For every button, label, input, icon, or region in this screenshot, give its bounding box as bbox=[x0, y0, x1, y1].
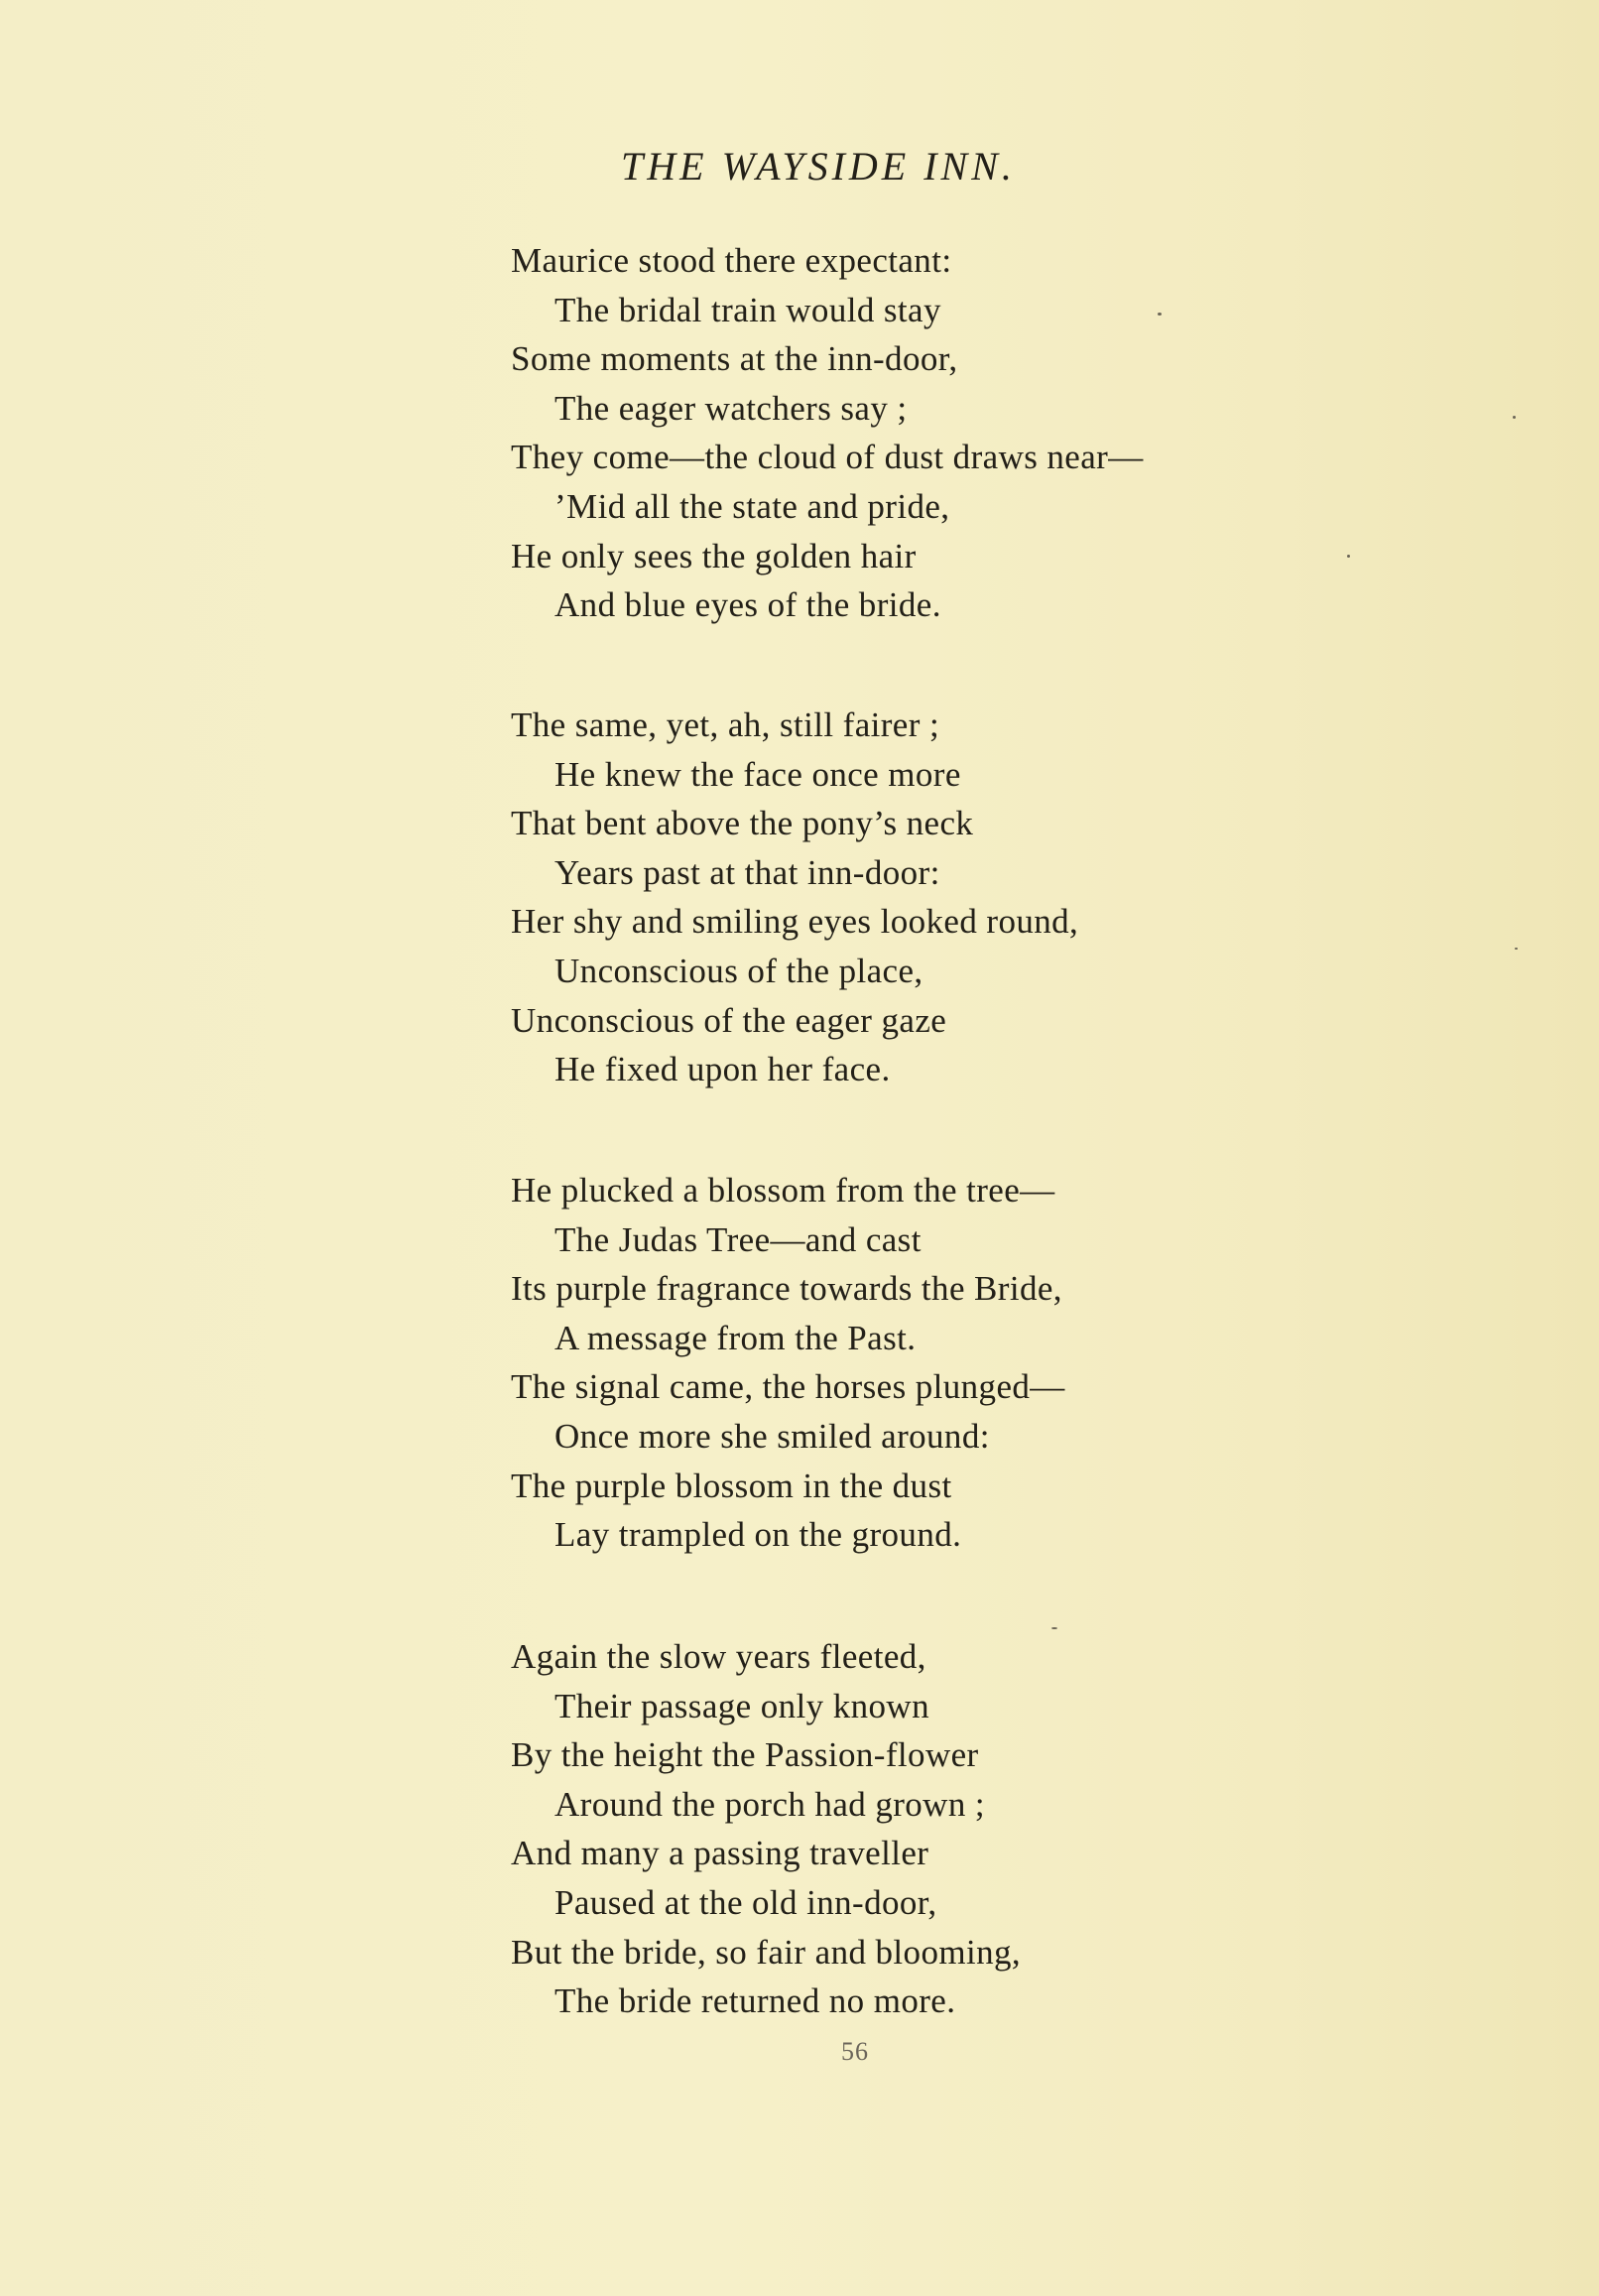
paper-speck bbox=[1515, 948, 1518, 950]
verse-line: Paused at the old inn-door, bbox=[554, 1882, 937, 1922]
verse-line: He only sees the golden hair bbox=[511, 536, 917, 575]
verse-line: Once more she smiled around: bbox=[554, 1416, 990, 1456]
running-title: THE WAYSIDE INN. bbox=[621, 144, 1016, 189]
verse-line: Maurice stood there expectant: bbox=[511, 241, 952, 280]
verse-line: Some moments at the inn-door, bbox=[511, 339, 958, 379]
verse-line: A message from the Past. bbox=[554, 1318, 917, 1357]
page-number: 56 bbox=[841, 2037, 869, 2066]
verse-line: The bride returned no more. bbox=[554, 1981, 956, 2021]
verse-line: Again the slow years fleeted, bbox=[511, 1637, 926, 1676]
verse-line: Lay trampled on the ground. bbox=[554, 1515, 962, 1555]
verse-line: Around the porch had grown ; bbox=[554, 1784, 986, 1824]
verse-line: Her shy and smiling eyes looked round, bbox=[511, 902, 1079, 942]
stanza-3 bbox=[511, 1166, 1404, 1560]
verse-line: Its purple fragrance towards the Bride, bbox=[511, 1269, 1062, 1309]
verse-line: They come—the cloud of dust draws near— bbox=[511, 438, 1144, 477]
verse-line: Unconscious of the eager gaze bbox=[511, 1000, 947, 1040]
verse-line: The Judas Tree—and cast bbox=[554, 1219, 922, 1259]
verse-line: That bent above the pony’s neck bbox=[511, 804, 974, 843]
stanza-4 bbox=[511, 1632, 1404, 2026]
verse-line: He fixed upon her face. bbox=[554, 1050, 891, 1089]
verse-line: Their passage only known bbox=[554, 1686, 929, 1725]
paper-speck bbox=[1513, 416, 1516, 419]
paper-speck bbox=[1158, 313, 1162, 316]
verse-line: The signal came, the horses plunged— bbox=[511, 1367, 1065, 1407]
verse-line: The eager watchers say ; bbox=[554, 388, 908, 428]
verse-line: Years past at that inn-door: bbox=[554, 852, 940, 892]
verse-line: And blue eyes of the bride. bbox=[554, 585, 941, 625]
verse-line: By the height the Passion-flower bbox=[511, 1735, 979, 1775]
stanza-1 bbox=[511, 236, 1404, 630]
verse-line: ’Mid all the state and pride, bbox=[554, 486, 950, 526]
stanza-2 bbox=[511, 701, 1404, 1094]
verse-line: But the bride, so fair and blooming, bbox=[511, 1932, 1022, 1972]
verse-line: He plucked a blossom from the tree— bbox=[511, 1171, 1055, 1210]
verse-line: He knew the face once more bbox=[554, 754, 961, 794]
verse-line: The purple blossom in the dust bbox=[511, 1466, 952, 1505]
verse-line: And many a passing traveller bbox=[511, 1834, 929, 1873]
paper-speck bbox=[1051, 1627, 1057, 1629]
paper-speck bbox=[1347, 555, 1350, 558]
verse-line: The bridal train would stay bbox=[554, 290, 941, 329]
verse-line: Unconscious of the place, bbox=[554, 951, 923, 990]
verse-line: The same, yet, ah, still fairer ; bbox=[511, 705, 940, 744]
